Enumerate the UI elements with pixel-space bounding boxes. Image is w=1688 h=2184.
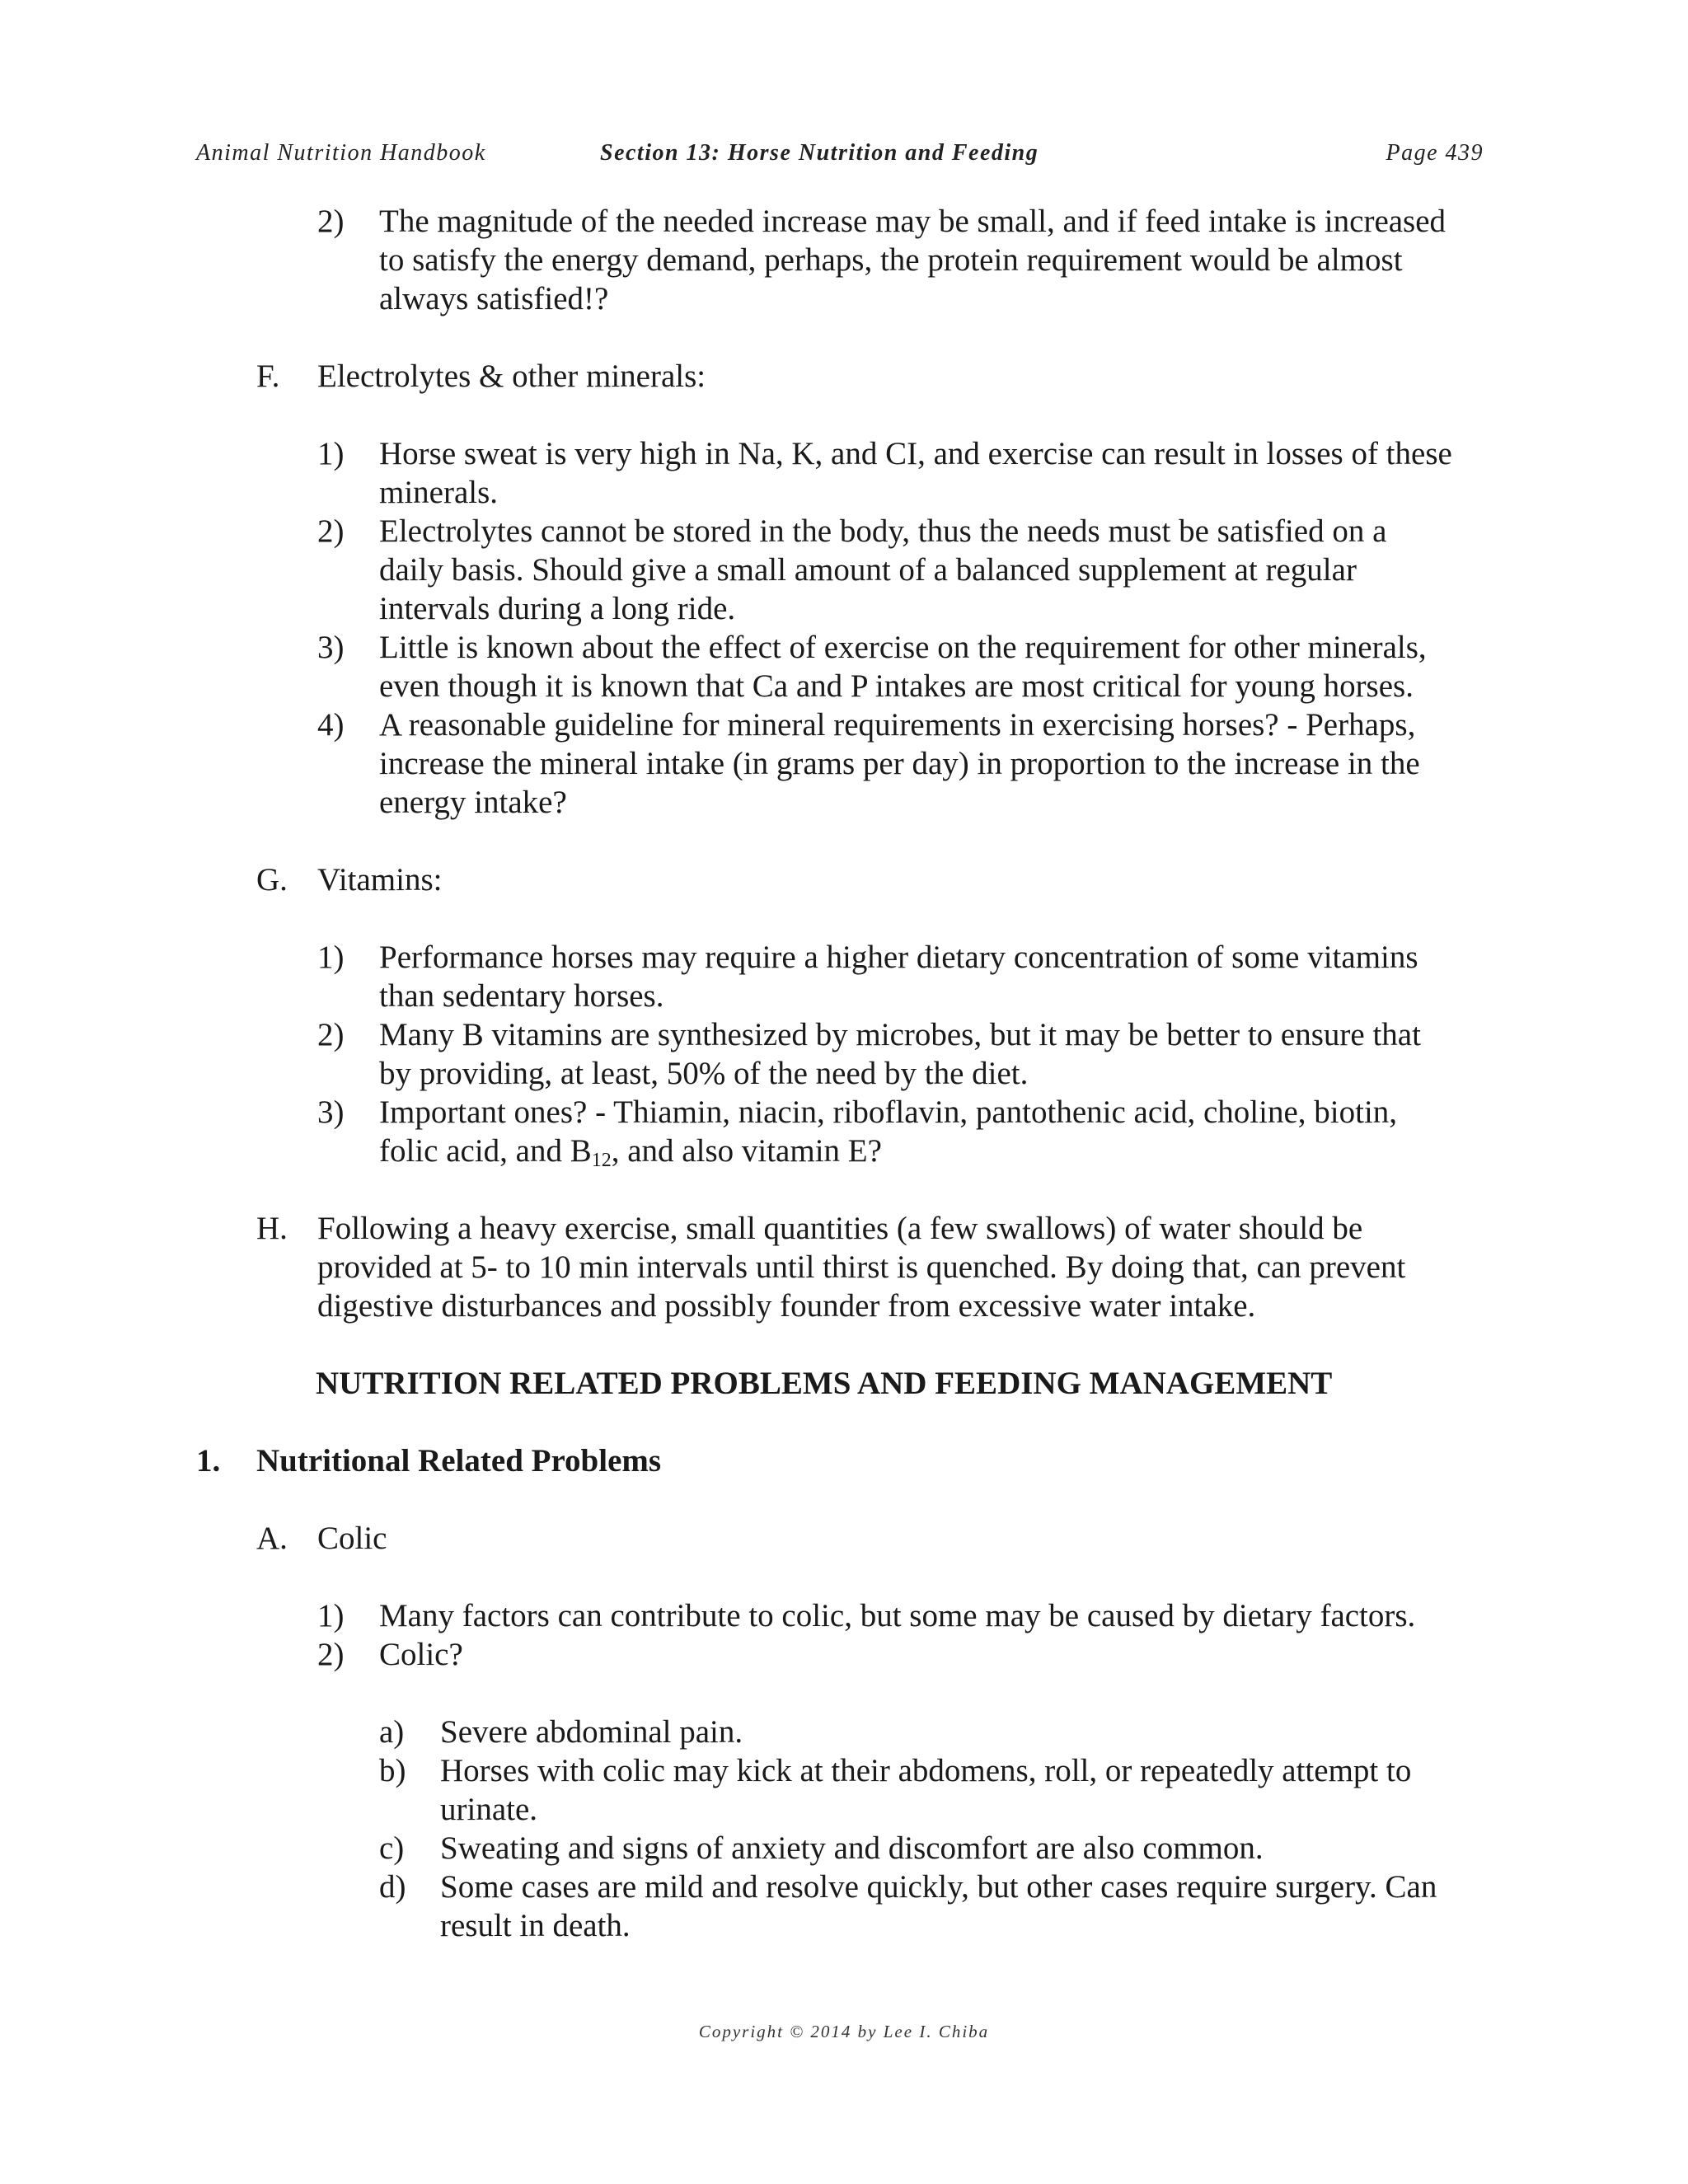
sublist-item-text: Some cases are mild and resolve quickly, but other cases require surgery. Can — [440, 1869, 1437, 1905]
list-item-text: The magnitude of the needed increase may be small, and if feed intake is increased — [379, 204, 1447, 239]
header-book-title: Animal Nutrition Handbook — [196, 140, 486, 166]
section-label: H. — [256, 1211, 288, 1246]
section-label: F. — [256, 359, 280, 394]
list-label: 2) — [317, 1017, 345, 1052]
part-label: 1. — [196, 1443, 221, 1479]
sublist-item-text: Horses with colic may kick at their abdomens, roll, or repeatedly attempt to — [440, 1753, 1412, 1788]
list-item-text: to satisfy the energy demand, perhaps, the protein requirement would be almost — [379, 242, 1403, 278]
list-item-text: A reasonable guideline for mineral requirements in exercising horses? - Perhaps, — [379, 707, 1416, 743]
paragraph-line: digestive disturbances and possibly founder from excessive water intake. — [317, 1288, 1256, 1324]
list-item-text: energy intake? — [379, 785, 567, 820]
part-title: Nutritional Related Problems — [256, 1443, 662, 1479]
list-label: 1) — [317, 940, 345, 975]
sublist-item-text: Severe abdominal pain. — [440, 1714, 743, 1750]
paragraph-line: Following a heavy exercise, small quantities (a few swallows) of water should be — [317, 1211, 1363, 1246]
list-item-text: by providing, at least, 50% of the need by the diet. — [379, 1056, 1029, 1091]
copyright-footer: Copyright © 2014 by Lee I. Chiba — [698, 2022, 990, 2041]
list-label: 3) — [317, 630, 345, 665]
subscript: 12 — [591, 1150, 612, 1171]
section-title: Colic — [317, 1521, 387, 1556]
list-item-text: Little is known about the effect of exercise on the requirement for other minerals, — [379, 630, 1427, 665]
section-title: Vitamins: — [317, 862, 443, 898]
sublist-item-text: Sweating and signs of anxiety and discomfort are also common. — [440, 1830, 1264, 1866]
sublist-label: b) — [379, 1753, 406, 1788]
list-item-text: Many B vitamins are synthesized by microbes, but it may be better to ensure that — [379, 1017, 1421, 1052]
list-item-text: Many factors can contribute to colic, but some may be caused by dietary factors. — [379, 1598, 1416, 1633]
list-item-text: daily basis. Should give a small amount of a balanced supplement at regular — [379, 552, 1357, 588]
list-item-text: minerals. — [379, 475, 499, 510]
list-label: 2) — [317, 513, 345, 549]
text-run: folic acid, and B — [379, 1133, 592, 1169]
list-label: 2) — [317, 1637, 345, 1672]
list-label: 3) — [317, 1094, 345, 1130]
sublist-item-text: urinate. — [440, 1792, 538, 1827]
list-item-text — [379, 1132, 882, 1170]
sublist-label: c) — [379, 1830, 405, 1866]
text-run: , and also vitamin E? — [611, 1133, 882, 1169]
section-label: G. — [256, 862, 288, 898]
section-label: A. — [256, 1521, 288, 1556]
main-heading: NUTRITION RELATED PROBLEMS AND FEEDING MANAGEMENT — [316, 1366, 1333, 1401]
paragraph-line: provided at 5- to 10 min intervals until thirst is quenched. By doing that, can prevent — [317, 1249, 1406, 1285]
header-section-title: Section 13: Horse Nutrition and Feeding — [600, 140, 1039, 166]
list-item-text: increase the mineral intake (in grams per day) in proportion to the increase in the — [379, 746, 1420, 781]
list-item-text: even though it is known that Ca and P intakes are most critical for young horses. — [379, 668, 1414, 704]
list-item-text: intervals during a long ride. — [379, 591, 736, 626]
list-item-text: Colic? — [379, 1637, 463, 1672]
list-item-text: always satisfied!? — [379, 281, 609, 316]
list-item-text: Performance horses may require a higher dietary concentration of some vitamins — [379, 940, 1418, 975]
running-header — [196, 140, 1484, 173]
list-item-text: Important ones? - Thiamin, niacin, riboflavin, pantothenic acid, choline, biotin, — [379, 1094, 1398, 1130]
list-label: 2) — [317, 204, 345, 239]
section-title: Electrolytes & other minerals: — [317, 359, 706, 394]
list-item-text: Electrolytes cannot be stored in the body, thus the needs must be satisfied on a — [379, 513, 1387, 549]
sublist-item-text: result in death. — [440, 1908, 631, 1943]
list-label: 1) — [317, 1598, 345, 1633]
header-page-number: Page 439 — [1386, 140, 1484, 166]
list-item-text: Horse sweat is very high in Na, K, and CI, and exercise can result in losses of these — [379, 436, 1452, 471]
list-item-text: than sedentary horses. — [379, 978, 664, 1014]
sublist-label: d) — [379, 1869, 406, 1905]
list-label: 1) — [317, 436, 345, 471]
sublist-label: a) — [379, 1714, 405, 1750]
list-label: 4) — [317, 707, 345, 743]
